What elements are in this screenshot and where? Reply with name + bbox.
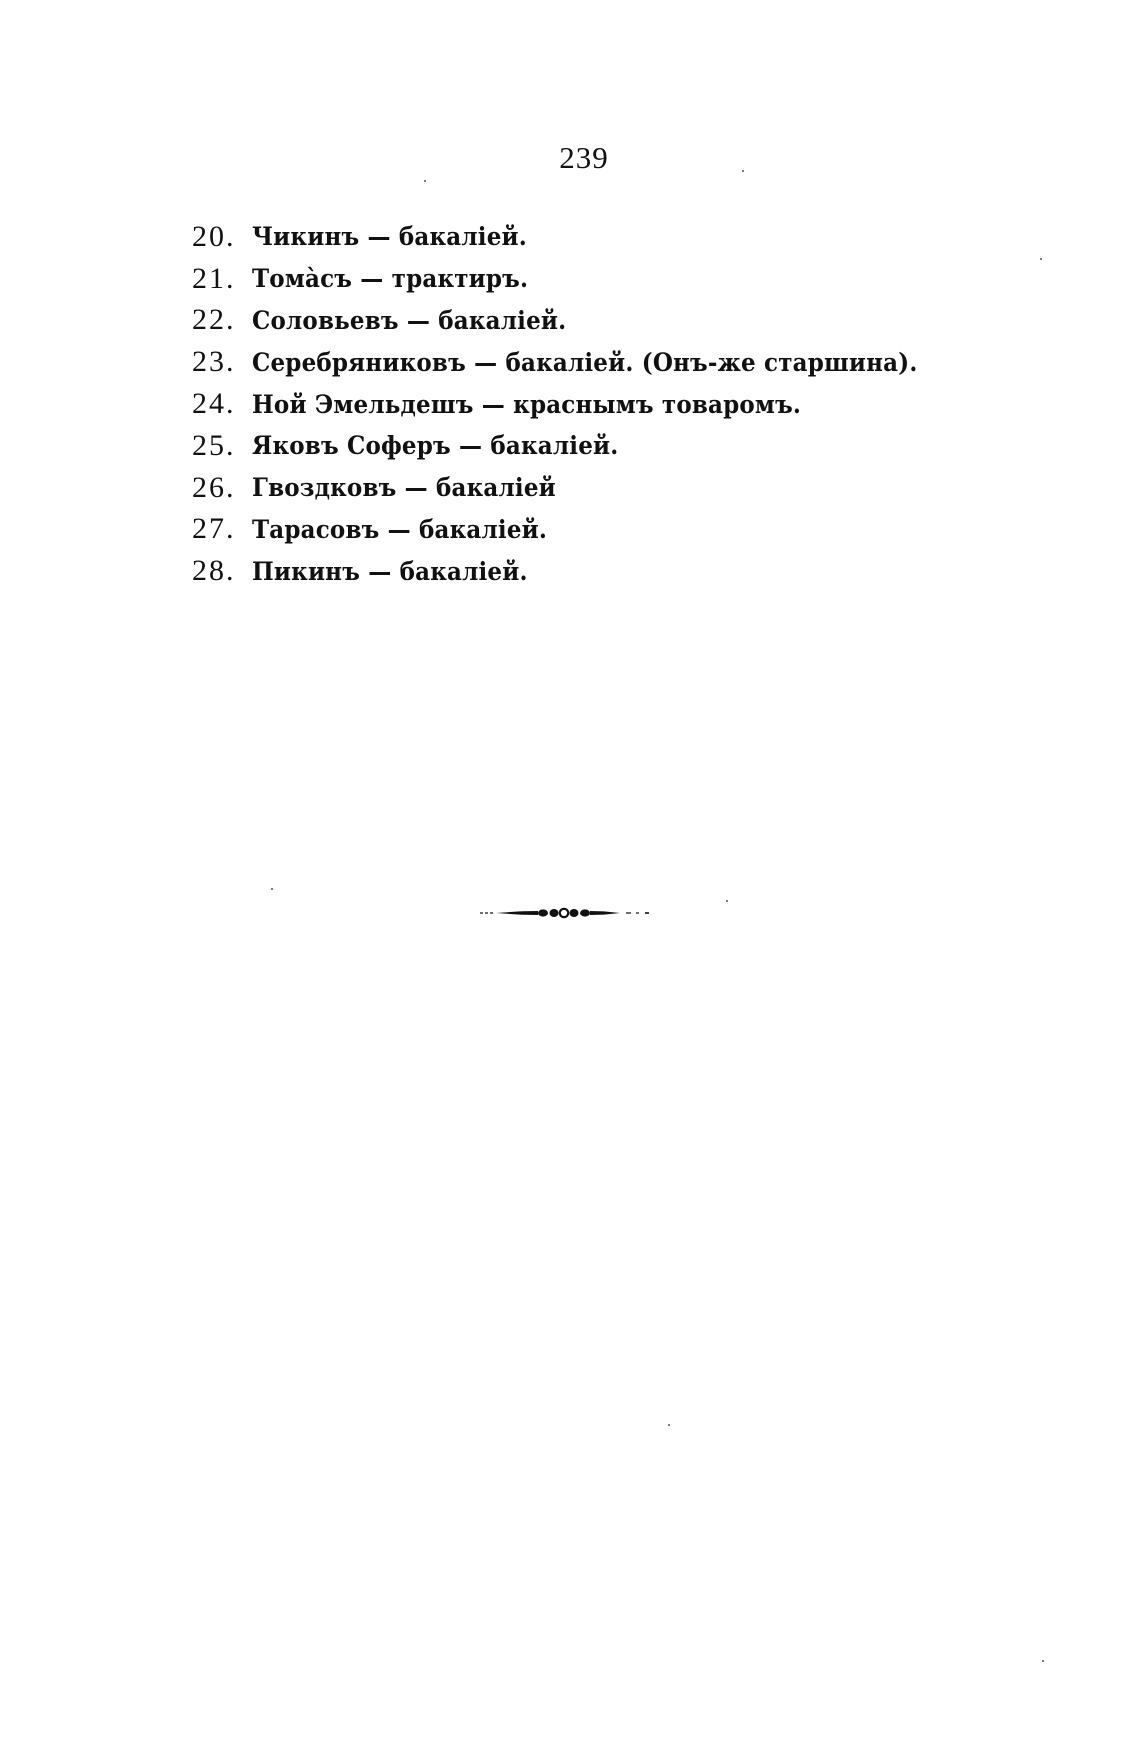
paper-speck [1042, 1660, 1044, 1662]
paper-speck [742, 170, 744, 172]
entry-text: Чикинъ — бакалiей. [252, 222, 527, 252]
page-number: 239 [559, 140, 609, 175]
entry-list [192, 216, 975, 592]
entry-number: 22. [192, 303, 236, 337]
entry-text: Серебряниковъ — бакалiей. (Онъ-же старшина). [252, 347, 918, 377]
entry-text: Гвоздковъ — бакалiей [252, 473, 556, 503]
entry-number: 23. [192, 345, 236, 379]
list-item [192, 509, 975, 551]
list-item [192, 425, 975, 467]
ornamental-divider-icon [480, 905, 655, 921]
paper-speck [1040, 258, 1042, 260]
list-item [192, 550, 975, 592]
paper-speck [271, 888, 273, 890]
entry-number: 20. [192, 219, 236, 253]
entry-text: Пикинъ — бакалiей. [252, 556, 528, 586]
entry-text: Ной Эмельдешъ — краснымъ товаромъ. [252, 389, 802, 419]
list-item [192, 467, 975, 509]
list-item [192, 300, 975, 342]
entry-text: Тарасовъ — бакалiей. [252, 514, 548, 544]
paper-speck [726, 900, 728, 902]
paper-speck [668, 1424, 670, 1426]
paper-speck [424, 180, 426, 182]
entry-number: 24. [192, 387, 236, 421]
list-item [192, 341, 975, 383]
list-item [192, 216, 975, 258]
entry-number: 27. [192, 512, 236, 546]
entry-number: 28. [192, 554, 236, 588]
entry-number: 26. [192, 470, 236, 504]
entry-text: Томàсъ — трактиръ. [252, 264, 529, 294]
entry-text: Яковъ Соферъ — бакалiей. [252, 431, 619, 461]
list-item [192, 258, 975, 300]
entry-text: Соловьевъ — бакалiей. [252, 305, 567, 335]
entry-number: 21. [192, 261, 236, 295]
entry-number: 25. [192, 428, 236, 462]
list-item [192, 383, 975, 425]
